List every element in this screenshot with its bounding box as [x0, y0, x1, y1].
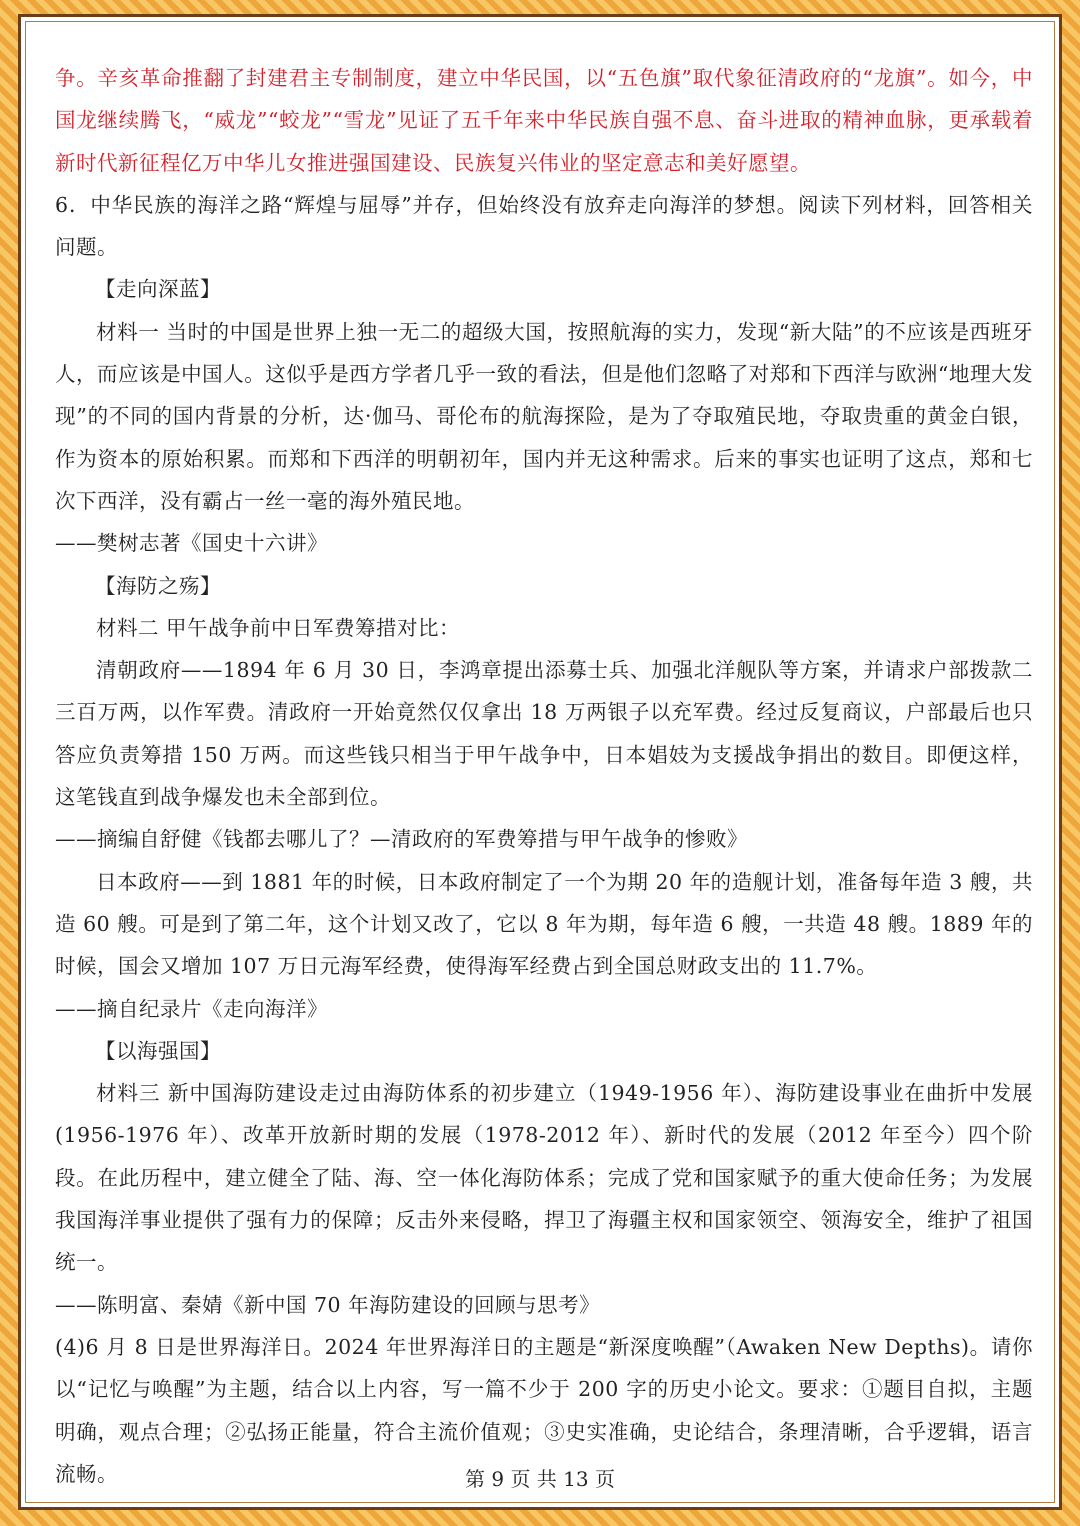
- material-three: 材料三 新中国海防建设走过由海防体系的初步建立（1949-1956 年）、海防建设事业在曲折中发展(1956-1976 年）、改革开放新时期的发展（1978-2012 年）、新时代的发展（2012 年至今）四个阶段。在此历程中，建立健全了陆、海、空一体化海防体系；完成了党和国家赋予的重大使命任务；为发展我国海洋事业提供了强有力的保障；反击外来侵略，捍卫了海疆主权和国家领空、领海安全，维护了祖国统一。: [55, 1081, 1033, 1275]
- page-number: 第 9 页 共 13 页: [465, 1467, 615, 1491]
- intro-answer-text: 争。辛亥革命推翻了封建君主专制制度，建立中华民国，以“五色旗”取代象征清政府的“龙旗”。如今，中国龙继续腾飞，“威龙”“蛟龙”“雪龙”见证了五千年来中华民族自强不息、奋斗进取的精神血脉，更承载着新时代新征程亿万中华儿女推进强国建设、民族复兴伟业的坚定意志和美好愿望。: [55, 66, 1033, 175]
- material-three-source: ——陈明富、秦婧《新中国 70 年海防建设的回顾与思考》: [55, 1292, 601, 1317]
- material-one-source: ——樊树志著《国史十六讲》: [55, 531, 328, 556]
- section-heading-sea-power: 【以海强国】: [95, 1038, 221, 1063]
- question-6: 6．中华民族的海洋之路“辉煌与屈辱”并存，但始终没有放弃走向海洋的梦想。阅读下列材料，回答相关问题。: [55, 192, 1033, 260]
- section-heading-deep-blue: 【走向深蓝】: [95, 277, 221, 302]
- question-4: (4)6 月 8 日是世界海洋日。2024 年世界海洋日的主题是“新深度唤醒”（Awaken New Depths)。请你以“记忆与唤醒”为主题，结合以上内容，写一篇不少于 200 字的历史小论文。要求：①题目自拟，主题明确，观点合理；②弘扬正能量，符合主流价值观；③史实准确，史论结合，条理清晰，合乎逻辑，语言流畅。: [55, 1334, 1033, 1486]
- material-two-japan: 日本政府——到 1881 年的时候，日本政府制定了一个为期 20 年的造舰计划，准备每年造 3 艘，共造 60 艘。可是到了第二年，这个计划又改了，它以 8 年为期，每年造 6 艘，一共造 48 艘。1889 年的时候，国会又增加 107 万日元海军经费，使得海军经费占到全国总财政支出的 11.7%。: [55, 869, 1033, 979]
- page-content: [55, 57, 1033, 1495]
- material-one: 材料一 当时的中国是世界上独一无二的超级大国，按照航海的实力，发现“新大陆”的不应该是西班牙人，而应该是中国人。这似乎是西方学者几乎一致的看法，但是他们忽略了对郑和下西洋与欧洲“地理大发现”的不同的国内背景的分析，达·伽马、哥伦布的航海探险，是为了夺取殖民地，夺取贵重的黄金白银，作为资本的原始积累。而郑和下西洋的明朝初年，国内并无这种需求。后来的事实也证明了这点，郑和七次下西洋，没有霸占一丝一毫的海外殖民地。: [55, 319, 1033, 513]
- material-two-qing: 清朝政府——1894 年 6 月 30 日，李鸿章提出添募士兵、加强北洋舰队等方案，并请求户部拨款二三百万两，以作军费。清政府一开始竟然仅仅拿出 18 万两银子以充军费。经过反复商议，户部最后也只答应负责筹措 150 万两。而这些钱只相当于甲午战争中，日本娼妓为支援战争捐出的数目。即便这样，这笔钱直到战争爆发也未全部到位。: [55, 658, 1033, 810]
- material-two-intro: 材料二 甲午战争前中日军费筹措对比：: [96, 615, 461, 640]
- section-heading-coastal-defense: 【海防之殇】: [95, 573, 221, 598]
- material-two-japan-source: ——摘自纪录片《走向海洋》: [55, 996, 328, 1021]
- material-two-qing-source: ——摘编自舒健《钱都去哪儿了？—清政府的军费筹措与甲午战争的惨败》: [55, 827, 748, 852]
- document-page: [18, 14, 1062, 1510]
